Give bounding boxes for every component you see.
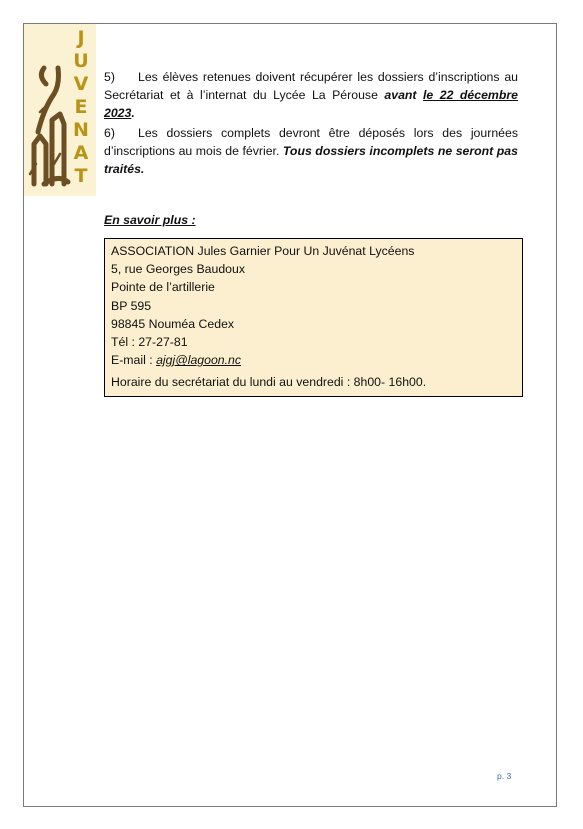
contact-line: BP 595 <box>111 298 152 313</box>
logo-letter-a: A <box>73 142 89 164</box>
logo-letter-j: J <box>77 27 85 49</box>
logo-letter-u: U <box>73 50 89 72</box>
juvenat-logo-image <box>24 24 96 196</box>
contact-line: Pointe de l’artillerie <box>111 280 215 295</box>
page-number: p. 3 <box>497 771 512 781</box>
paragraph-emphasis: avant <box>384 88 417 102</box>
paragraph-emphasis: Tous dossiers incomplets ne seront pas traités. <box>104 144 518 176</box>
contact-line: 5, rue Georges Baudoux <box>111 262 245 277</box>
office-hours: Horaire du secrétariat du lundi au vendredi : 8h00- 16h00. <box>111 375 427 390</box>
more-info-heading: En savoir plus : <box>104 213 196 227</box>
email-label: E-mail : <box>111 353 157 368</box>
logo-letter-t: T <box>74 165 88 187</box>
paragraph-5 <box>104 68 518 122</box>
juvenat-logo <box>24 24 96 196</box>
contact-line: Tél : 27-27-81 <box>111 335 188 350</box>
contact-line: 98845 Nouméa Cedex <box>111 316 235 331</box>
paragraph-6 <box>104 124 518 178</box>
logo-script-stroke <box>52 114 64 184</box>
logo-letter-e: E <box>74 96 88 118</box>
email-line <box>111 351 516 369</box>
paragraph-number: 6) <box>104 126 115 140</box>
paragraph-text: Les dossiers complets devront être déposés lors des journées d’inscriptions au mois de février. <box>104 126 518 158</box>
paragraph-number: 5) <box>104 70 115 84</box>
logo-script-stroke <box>41 68 46 84</box>
logo-script-stroke <box>34 136 46 184</box>
email-link[interactable]: ajgj@lagoon.nc <box>156 353 242 368</box>
contact-info-box <box>104 238 523 397</box>
deadline-date: le 22 décembre 2023 <box>104 88 518 120</box>
contact-line: ASSOCIATION Jules Garnier Pour Un Juvénat Lycéens <box>111 244 415 258</box>
logo-letter-n: N <box>73 119 89 141</box>
paragraph-end: . <box>131 106 135 120</box>
logo-letter-v: V <box>73 73 89 95</box>
paragraph-text: Les élèves retenues doivent récupérer les dossiers d’inscriptions au Secrétariat et à l’internat du Lycée La Pérouse <box>104 70 518 102</box>
